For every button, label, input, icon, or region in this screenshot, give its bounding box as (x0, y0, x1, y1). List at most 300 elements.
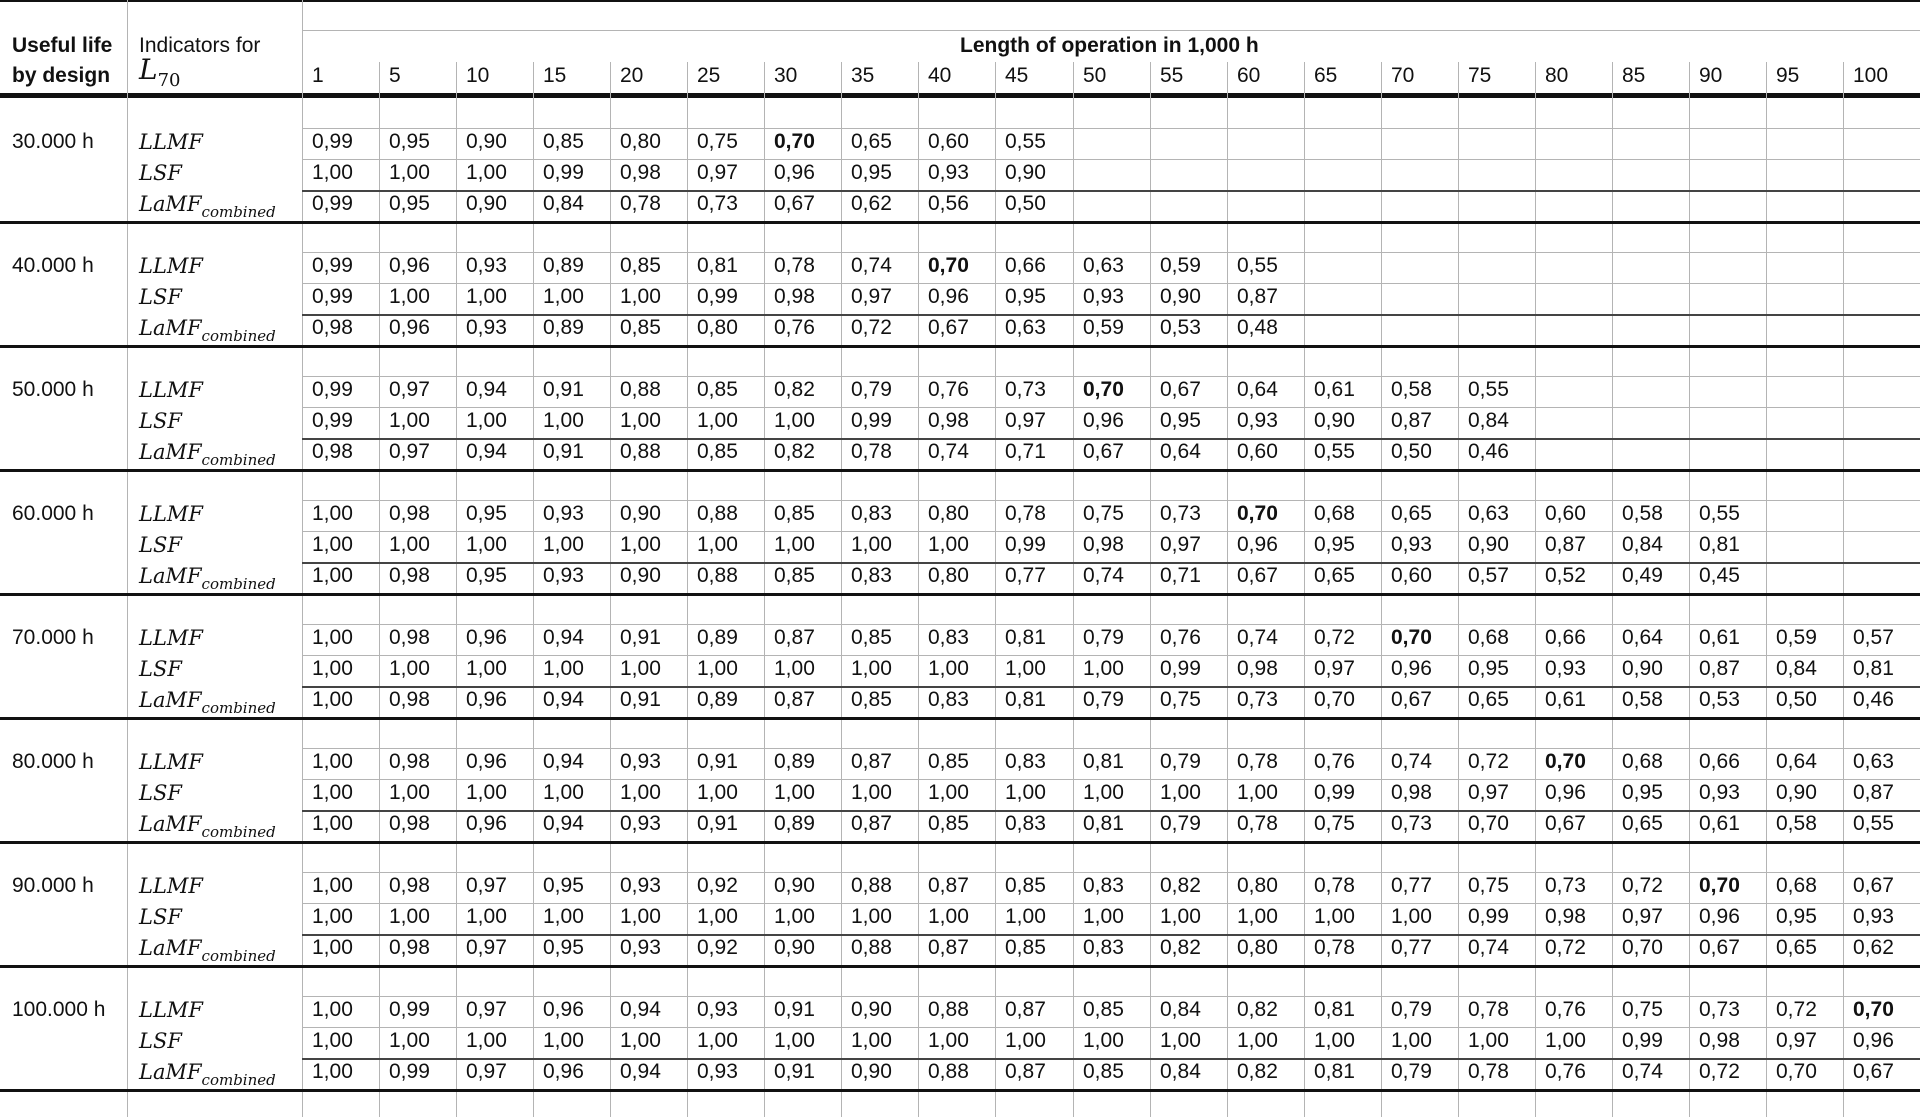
table-cell: 0,97 (466, 936, 507, 959)
row-divider-llmf (302, 779, 1920, 780)
indicator-symbol: LSF (139, 905, 182, 929)
header-hour-90: 90 (1699, 64, 1723, 87)
table-cell: 0,74 (1468, 936, 1509, 959)
indicator-subscript: combined (201, 575, 276, 593)
table-cell: 1,00 (697, 657, 738, 680)
table-cell: 0,90 (1776, 781, 1817, 804)
table-cell: 0,78 (1314, 936, 1355, 959)
table-cell: 0,79 (851, 378, 892, 401)
indicator-label-llmf (139, 998, 203, 1022)
indicator-subscript: combined (201, 947, 276, 965)
table-cell: 0,70 (1083, 378, 1124, 401)
indicator-subscript: combined (201, 203, 276, 221)
table-cell: 0,91 (543, 440, 584, 463)
table-cell: 0,87 (774, 688, 815, 711)
indicator-label-lsf (139, 533, 182, 557)
table-cell: 0,85 (928, 750, 969, 773)
table-cell: 0,95 (543, 874, 584, 897)
header-indicators-symbol: $L_{70}$ (139, 53, 181, 91)
table-cell: 0,53 (1160, 316, 1201, 339)
table-cell: 1,00 (851, 1029, 892, 1052)
table-cell: 1,00 (1005, 1029, 1046, 1052)
table-cell: 1,00 (774, 781, 815, 804)
table-cell: 0,87 (851, 750, 892, 773)
table-cell: 0,60 (1237, 440, 1278, 463)
table-cell: 0,68 (1314, 502, 1355, 525)
table-cell: 0,98 (389, 750, 430, 773)
table-cell: 0,78 (1314, 874, 1355, 897)
table-cell: 0,85 (543, 130, 584, 153)
table-cell: 0,95 (1160, 409, 1201, 432)
table-cell: 0,66 (1005, 254, 1046, 277)
table-cell: 0,98 (1237, 657, 1278, 680)
header-hour-45: 45 (1005, 64, 1029, 87)
group-bottom-border (0, 717, 1920, 720)
table-cell: 0,81 (1005, 688, 1046, 711)
table-cell: 0,99 (1005, 533, 1046, 556)
table-cell: 0,67 (1699, 936, 1740, 959)
table-cell: 0,91 (697, 812, 738, 835)
indicator-symbol: LLMF (139, 378, 203, 402)
table-cell: 0,72 (851, 316, 892, 339)
table-cell: 1,00 (466, 657, 507, 680)
table-cell: 0,50 (1776, 688, 1817, 711)
table-cell: 0,64 (1237, 378, 1278, 401)
indicator-symbol: LaMF (139, 812, 202, 836)
table-cell: 0,80 (1237, 936, 1278, 959)
table-cell: 1,00 (1160, 781, 1201, 804)
table-cell: 0,61 (1699, 812, 1740, 835)
table-cell: 0,78 (1005, 502, 1046, 525)
table-cell: 1,00 (928, 905, 969, 928)
table-cell: 0,55 (1005, 130, 1046, 153)
table-cell: 0,93 (543, 502, 584, 525)
table-cell: 0,93 (928, 161, 969, 184)
table-cell: 1,00 (389, 161, 430, 184)
table-cell: 0,95 (1622, 781, 1663, 804)
table-cell: 0,50 (1005, 192, 1046, 215)
table-cell: 0,67 (774, 192, 815, 215)
table-cell: 0,78 (1468, 998, 1509, 1021)
table-cell: 0,98 (1545, 905, 1586, 928)
table-cell: 0,78 (851, 440, 892, 463)
table-cell: 0,75 (1314, 812, 1355, 835)
row-divider-llmf (302, 407, 1920, 408)
table-cell: 0,96 (389, 316, 430, 339)
table-cell: 1,00 (543, 533, 584, 556)
table-cell: 0,93 (1083, 285, 1124, 308)
table-cell: 0,72 (1314, 626, 1355, 649)
table-cell: 1,00 (1005, 905, 1046, 928)
table-cell: 1,00 (543, 409, 584, 432)
table-cell: 0,98 (928, 409, 969, 432)
table-cell: 0,67 (928, 316, 969, 339)
table-cell: 0,62 (1853, 936, 1894, 959)
table-cell: 0,96 (1237, 533, 1278, 556)
table-cell: 0,70 (1699, 874, 1740, 897)
table-cell: 1,00 (1160, 1029, 1201, 1052)
table-cell: 0,78 (1237, 750, 1278, 773)
table-cell: 0,83 (851, 564, 892, 587)
table-cell: 0,93 (620, 812, 661, 835)
header-hour-40: 40 (928, 64, 952, 87)
table-cell: 0,78 (1468, 1060, 1509, 1083)
table-cell: 0,99 (312, 130, 353, 153)
table-cell: 1,00 (543, 657, 584, 680)
table-cell: 1,00 (543, 781, 584, 804)
table-cell: 0,87 (1005, 998, 1046, 1021)
table-cell: 0,67 (1083, 440, 1124, 463)
table-cell: 0,72 (1776, 998, 1817, 1021)
table-cell: 0,83 (928, 688, 969, 711)
indicator-symbol: LSF (139, 409, 182, 433)
table-cell: 0,88 (620, 440, 661, 463)
table-cell: 0,74 (1237, 626, 1278, 649)
group-spacer-line (302, 624, 1920, 625)
table-cell: 0,79 (1160, 750, 1201, 773)
table-cell: 0,87 (851, 812, 892, 835)
header-hour-85: 85 (1622, 64, 1646, 87)
table-cell: 0,67 (1545, 812, 1586, 835)
table-cell: 0,94 (543, 812, 584, 835)
table-cell: 1,00 (1083, 905, 1124, 928)
indicator-symbol: LLMF (139, 254, 203, 278)
table-cell: 0,70 (1776, 1060, 1817, 1083)
table-cell: 0,60 (1545, 502, 1586, 525)
table-cell: 1,00 (543, 905, 584, 928)
table-cell: 1,00 (312, 626, 353, 649)
table-cell: 0,75 (1160, 688, 1201, 711)
table-cell: 0,93 (1699, 781, 1740, 804)
table-cell: 0,87 (928, 936, 969, 959)
table-cell: 0,85 (1083, 1060, 1124, 1083)
table-cell: 0,91 (774, 998, 815, 1021)
table-cell: 0,95 (1776, 905, 1817, 928)
table-cell: 0,73 (1237, 688, 1278, 711)
table-cell: 0,73 (1005, 378, 1046, 401)
table-cell: 0,91 (697, 750, 738, 773)
table-cell: 0,94 (466, 440, 507, 463)
indicator-symbol: LLMF (139, 750, 203, 774)
table-cell: 0,98 (774, 285, 815, 308)
table-cell: 0,98 (389, 626, 430, 649)
table-cell: 0,65 (851, 130, 892, 153)
table-cell: 0,96 (543, 998, 584, 1021)
table-cell: 1,00 (851, 905, 892, 928)
table-cell: 0,61 (1545, 688, 1586, 711)
table-cell: 0,74 (1083, 564, 1124, 587)
table-cell: 0,70 (1391, 626, 1432, 649)
indicator-label-lsf (139, 409, 182, 433)
indicator-label-lsf (139, 905, 182, 929)
table-cell: 0,81 (1005, 626, 1046, 649)
table-cell: 1,00 (389, 285, 430, 308)
table-cell: 0,88 (697, 564, 738, 587)
table-cell: 0,70 (1314, 688, 1355, 711)
table-cell: 0,80 (697, 316, 738, 339)
table-cell: 0,93 (697, 998, 738, 1021)
table-cell: 0,63 (1083, 254, 1124, 277)
table-cell: 0,95 (466, 502, 507, 525)
table-cell: 0,72 (1545, 936, 1586, 959)
table-cell: 0,83 (1083, 936, 1124, 959)
indicator-symbol: LSF (139, 533, 182, 557)
useful-life-label: 70.000 h (12, 626, 94, 649)
table-cell: 0,67 (1391, 688, 1432, 711)
table-cell: 0,59 (1160, 254, 1201, 277)
row-divider-llmf (302, 1027, 1920, 1028)
table-cell: 1,00 (1314, 1029, 1355, 1052)
table-cell: 0,95 (543, 936, 584, 959)
table-cell: 0,97 (1622, 905, 1663, 928)
useful-life-label: 30.000 h (12, 130, 94, 153)
indicator-symbol: LaMF (139, 936, 202, 960)
header-indicators-line1: Indicators for (139, 34, 261, 57)
group-spacer-line (302, 500, 1920, 501)
table-cell: 1,00 (466, 1029, 507, 1052)
table-cell: 0,56 (928, 192, 969, 215)
table-cell: 0,58 (1776, 812, 1817, 835)
table-cell: 0,64 (1776, 750, 1817, 773)
table-cell: 0,93 (620, 750, 661, 773)
table-cell: 0,99 (1622, 1029, 1663, 1052)
table-cell: 0,93 (543, 564, 584, 587)
table-cell: 0,68 (1468, 626, 1509, 649)
table-cell: 0,90 (1622, 657, 1663, 680)
table-cell: 0,90 (466, 192, 507, 215)
table-cell: 0,95 (1314, 533, 1355, 556)
indicator-symbol: LSF (139, 781, 182, 805)
table-cell: 0,70 (1853, 998, 1894, 1021)
header-hour-75: 75 (1468, 64, 1492, 87)
indicator-symbol: LaMF (139, 564, 202, 588)
table-cell: 0,75 (1083, 502, 1124, 525)
table-cell: 1,00 (1083, 1029, 1124, 1052)
header-useful-life-line1: Useful life (12, 34, 113, 57)
table-cell: 0,65 (1391, 502, 1432, 525)
table-cell: 0,87 (1699, 657, 1740, 680)
indicator-symbol: LaMF (139, 440, 202, 464)
table-cell: 0,98 (312, 316, 353, 339)
header-hour-55: 55 (1160, 64, 1184, 87)
table-cell: 0,91 (774, 1060, 815, 1083)
table-cell: 0,95 (1005, 285, 1046, 308)
table-cell: 0,77 (1391, 874, 1432, 897)
table-cell: 0,99 (389, 998, 430, 1021)
table-cell: 0,45 (1699, 564, 1740, 587)
table-cell: 1,00 (697, 1029, 738, 1052)
useful-life-label: 60.000 h (12, 502, 94, 525)
row-divider-llmf (302, 531, 1920, 532)
table-cell: 0,99 (312, 254, 353, 277)
table-cell: 1,00 (620, 285, 661, 308)
table-cell: 0,95 (851, 161, 892, 184)
table-cell: 0,78 (1237, 812, 1278, 835)
table-cell: 0,90 (1314, 409, 1355, 432)
table-cell: 0,73 (1699, 998, 1740, 1021)
table-cell: 0,57 (1853, 626, 1894, 649)
table-cell: 1,00 (312, 905, 353, 928)
table-cell: 1,00 (312, 564, 353, 587)
table-cell: 0,78 (620, 192, 661, 215)
indicator-label-lamf (139, 688, 276, 720)
table-cell: 0,74 (1622, 1060, 1663, 1083)
table-cell: 0,94 (466, 378, 507, 401)
table-cell: 1,00 (389, 905, 430, 928)
table-cell: 0,76 (928, 378, 969, 401)
table-cell: 0,76 (1545, 998, 1586, 1021)
table-cell: 0,85 (697, 440, 738, 463)
table-cell: 0,74 (928, 440, 969, 463)
table-cell: 1,00 (1237, 1029, 1278, 1052)
table-cell: 1,00 (1083, 781, 1124, 804)
table-cell: 0,94 (543, 688, 584, 711)
table-cell: 0,72 (1699, 1060, 1740, 1083)
table-cell: 0,90 (1468, 533, 1509, 556)
table-cell: 0,99 (1160, 657, 1201, 680)
indicator-label-llmf (139, 750, 203, 774)
table-cell: 1,00 (697, 781, 738, 804)
table-cell: 0,96 (1853, 1029, 1894, 1052)
table-cell: 0,96 (774, 161, 815, 184)
table-cell: 0,62 (851, 192, 892, 215)
indicator-label-lsf (139, 657, 182, 681)
table-cell: 0,63 (1005, 316, 1046, 339)
table-cell: 0,66 (1699, 750, 1740, 773)
useful-life-label: 90.000 h (12, 874, 94, 897)
table-cell: 1,00 (312, 657, 353, 680)
table-cell: 0,87 (774, 626, 815, 649)
table-cell: 0,80 (928, 564, 969, 587)
table-cell: 1,00 (543, 285, 584, 308)
table-cell: 0,94 (620, 1060, 661, 1083)
table-cell: 1,00 (466, 285, 507, 308)
table-cell: 0,98 (389, 874, 430, 897)
table-cell: 0,98 (389, 936, 430, 959)
table-cell: 0,46 (1468, 440, 1509, 463)
table-cell: 0,85 (774, 564, 815, 587)
indicator-subscript: combined (201, 327, 276, 345)
table-cell: 0,78 (774, 254, 815, 277)
table-cell: 0,98 (1083, 533, 1124, 556)
table-cell: 0,88 (697, 502, 738, 525)
table-cell: 0,72 (1622, 874, 1663, 897)
table-cell: 0,58 (1622, 688, 1663, 711)
indicator-symbol: LaMF (139, 1060, 202, 1084)
table-cell: 0,93 (1237, 409, 1278, 432)
table-cell: 0,83 (1083, 874, 1124, 897)
table-cell: 0,96 (389, 254, 430, 277)
indicator-subscript: combined (201, 1071, 276, 1089)
table-cell: 0,89 (543, 254, 584, 277)
indicator-label-lamf (139, 440, 276, 472)
table-cell: 0,70 (1468, 812, 1509, 835)
indicator-subscript: combined (201, 451, 276, 469)
table-cell: 0,80 (620, 130, 661, 153)
table-cell: 0,81 (1314, 1060, 1355, 1083)
table-cell: 0,84 (1160, 998, 1201, 1021)
table-cell: 0,95 (466, 564, 507, 587)
table-cell: 0,66 (1545, 626, 1586, 649)
table-cell: 0,83 (928, 626, 969, 649)
table-cell: 1,00 (466, 781, 507, 804)
header-hour-50: 50 (1083, 64, 1107, 87)
table-cell: 0,97 (1160, 533, 1201, 556)
table-cell: 0,85 (1005, 936, 1046, 959)
table-cell: 1,00 (1468, 1029, 1509, 1052)
table-cell: 0,94 (543, 750, 584, 773)
table-cell: 0,48 (1237, 316, 1278, 339)
indicator-label-lamf (139, 1060, 276, 1092)
header-hour-95: 95 (1776, 64, 1800, 87)
table-cell: 1,00 (466, 161, 507, 184)
table-cell: 0,67 (1160, 378, 1201, 401)
table-cell: 0,91 (543, 378, 584, 401)
table-cell: 0,93 (1853, 905, 1894, 928)
table-cell: 0,98 (389, 564, 430, 587)
table-cell: 1,00 (312, 161, 353, 184)
table-cell: 1,00 (312, 936, 353, 959)
table-cell: 1,00 (851, 781, 892, 804)
table-cell: 1,00 (312, 502, 353, 525)
table-cell: 0,65 (1622, 812, 1663, 835)
table-cell: 1,00 (312, 1060, 353, 1083)
indicator-symbol: LSF (139, 1029, 182, 1053)
table-cell: 0,81 (697, 254, 738, 277)
table-cell: 0,75 (697, 130, 738, 153)
table-cell: 0,99 (697, 285, 738, 308)
table-cell: 0,98 (1699, 1029, 1740, 1052)
table-cell: 0,70 (1622, 936, 1663, 959)
header-hour-100: 100 (1853, 64, 1889, 87)
table-cell: 0,76 (1545, 1060, 1586, 1083)
table-cell: 0,65 (1776, 936, 1817, 959)
indicator-label-lsf (139, 781, 182, 805)
row-divider-llmf (302, 283, 1920, 284)
indicator-label-llmf (139, 874, 203, 898)
table-cell: 0,93 (1545, 657, 1586, 680)
header-hour-25: 25 (697, 64, 721, 87)
table-cell: 1,00 (389, 409, 430, 432)
table-cell: 0,91 (620, 626, 661, 649)
indicator-label-lamf (139, 316, 276, 348)
table-cell: 0,82 (1237, 998, 1278, 1021)
table-cell: 0,88 (928, 998, 969, 1021)
group-spacer-line (302, 996, 1920, 997)
table-cell: 1,00 (1005, 657, 1046, 680)
table-cell: 0,76 (774, 316, 815, 339)
table-cell: 0,98 (312, 440, 353, 463)
table-cell: 1,00 (620, 1029, 661, 1052)
table-cell: 1,00 (389, 657, 430, 680)
table-cell: 0,52 (1545, 564, 1586, 587)
group-spacer-line (302, 376, 1920, 377)
table-cell: 0,71 (1005, 440, 1046, 463)
table-cell: 0,75 (1622, 998, 1663, 1021)
table-cell: 1,00 (312, 750, 353, 773)
table-cell: 0,97 (1776, 1029, 1817, 1052)
table-cell: 0,99 (851, 409, 892, 432)
row-divider-llmf (302, 655, 1920, 656)
table-cell: 0,99 (1468, 905, 1509, 928)
table-cell: 0,73 (1391, 812, 1432, 835)
group-bottom-border (0, 593, 1920, 596)
table-cell: 1,00 (312, 998, 353, 1021)
table-cell: 0,57 (1468, 564, 1509, 587)
table-cell: 0,55 (1468, 378, 1509, 401)
table-cell: 0,55 (1237, 254, 1278, 277)
indicator-symbol: LLMF (139, 502, 203, 526)
